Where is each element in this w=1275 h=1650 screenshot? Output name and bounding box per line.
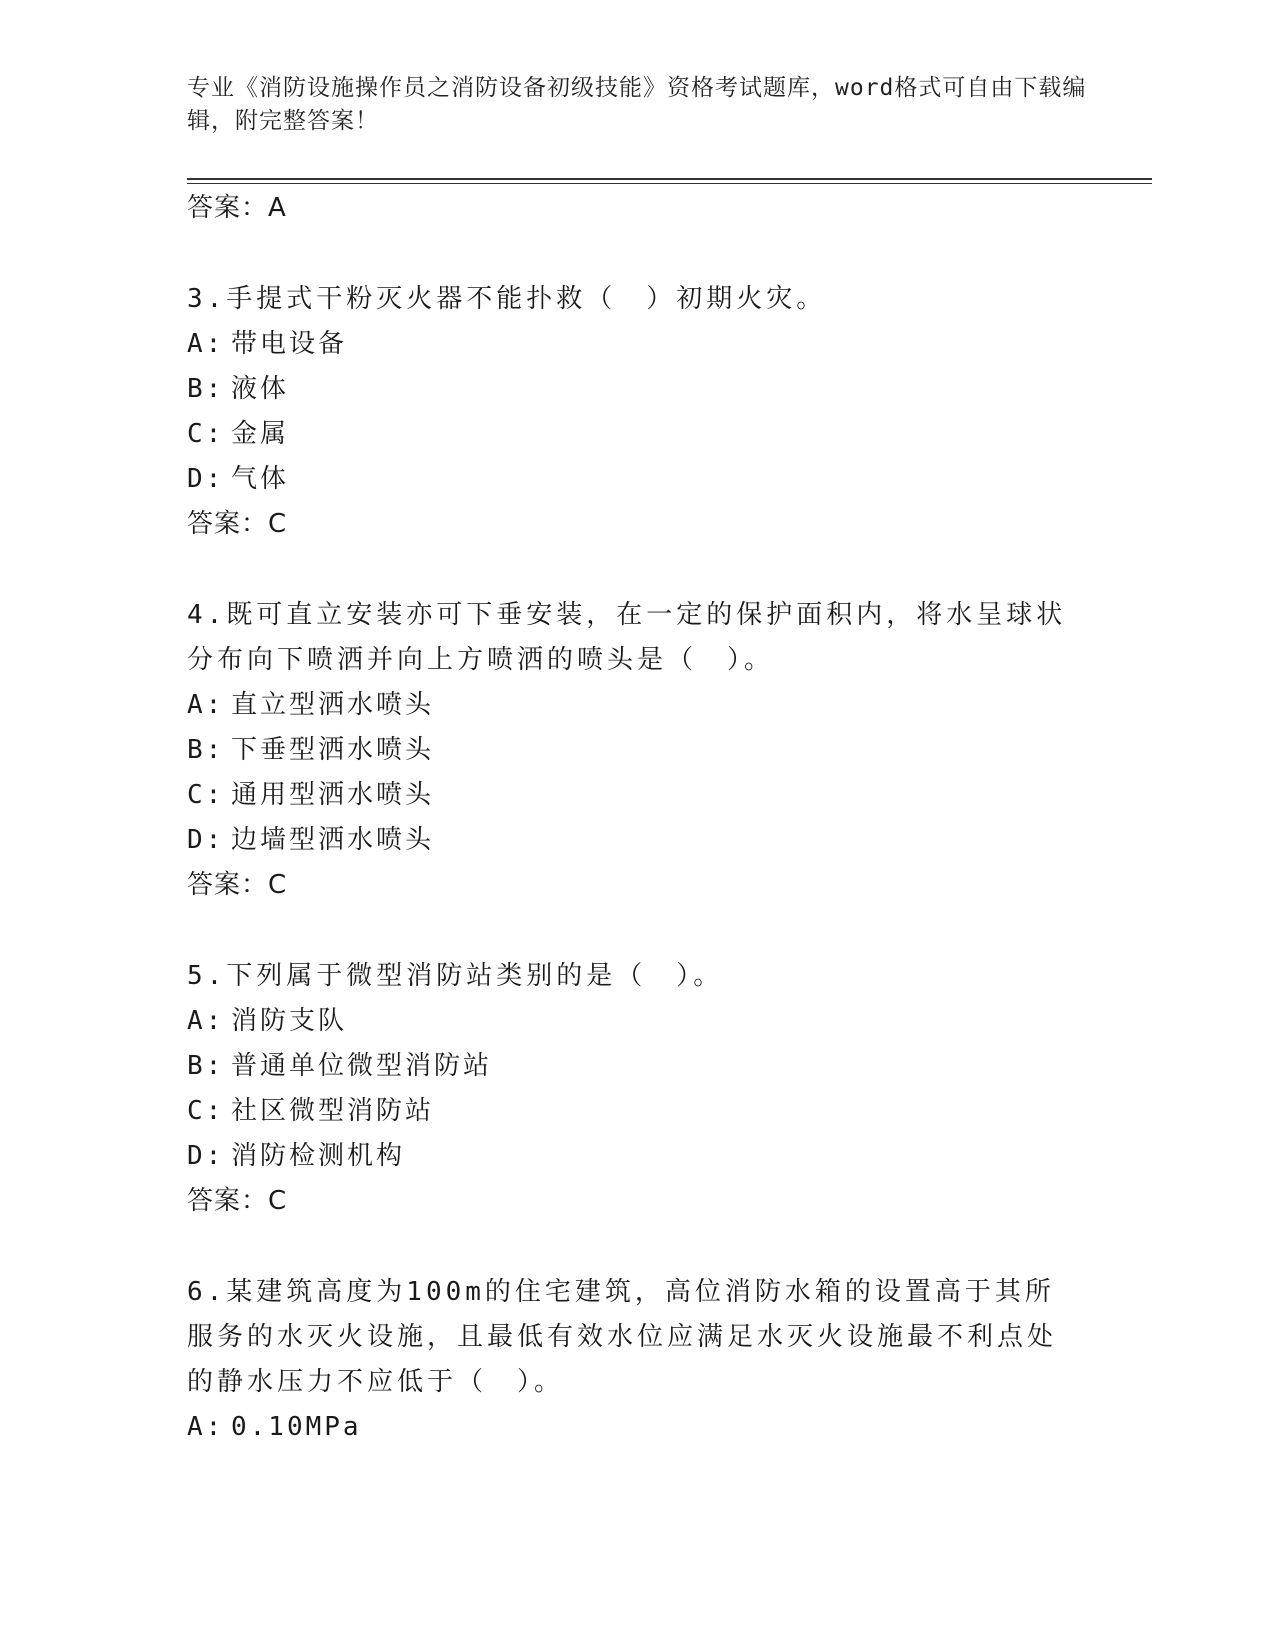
option-d [187, 457, 1087, 502]
option-a [187, 1405, 1087, 1450]
option-a [187, 999, 1087, 1044]
question-block [187, 1270, 1087, 1450]
option-label: B: [187, 735, 225, 765]
option-label: B: [187, 374, 225, 404]
option-label: A: [187, 1412, 225, 1442]
option-text: 普通单位微型消防站 [231, 1051, 493, 1081]
option-label: C: [187, 1096, 225, 1126]
question-stem: 6.某建筑高度为100m的住宅建筑，高位消防水箱的设置高于其所服务的水灭火设施，且最低有效水位应满足水灭火设施最不利点处的静水压力不应低于（ ）。 [187, 1277, 1058, 1397]
option-text: 0.10MPa [231, 1412, 362, 1442]
option-c [187, 773, 1087, 818]
option-text: 液体 [231, 374, 290, 404]
answer-line: 答案：C [187, 509, 288, 539]
question-block [187, 593, 1087, 908]
option-label: C: [187, 780, 225, 810]
option-label: A: [187, 329, 225, 359]
option-text: 消防支队 [231, 1006, 348, 1036]
question-stem: 4.既可直立安装亦可下垂安装，在一定的保护面积内，将水呈球状分布向下喷洒并向上方喷洒的喷头是（ ）。 [187, 600, 1067, 675]
option-a [187, 322, 1087, 367]
question-stem: 5.下列属于微型消防站类别的是（ ）。 [187, 961, 724, 991]
option-b [187, 367, 1087, 412]
option-text: 带电设备 [231, 329, 348, 359]
option-c [187, 1089, 1087, 1134]
option-label: A: [187, 690, 225, 720]
option-label: D: [187, 1141, 225, 1171]
option-text: 边墙型洒水喷头 [231, 825, 435, 855]
option-text: 社区微型消防站 [231, 1096, 435, 1126]
header-text: 专业《消防设施操作员之消防设备初级技能》资格考试题库，word格式可自由下载编辑，附完整答案！ [187, 75, 1087, 134]
option-label: B: [187, 1051, 225, 1081]
answer-line: 答案：C [187, 1186, 288, 1216]
option-label: A: [187, 1006, 225, 1036]
option-text: 通用型洒水喷头 [231, 780, 435, 810]
option-text: 气体 [231, 464, 290, 494]
page-header [187, 72, 1087, 138]
option-text: 直立型洒水喷头 [231, 690, 435, 720]
answer-line: 答案：C [187, 870, 288, 900]
header-rule-thick [187, 178, 1152, 180]
header-rule-thin [187, 183, 1152, 184]
question-stem: 3.手提式干粉灭火器不能扑救（ ）初期火灾。 [187, 284, 827, 314]
option-c [187, 412, 1087, 457]
answer-line: 答案：A [187, 193, 287, 223]
question-block [187, 277, 1087, 547]
option-b [187, 728, 1087, 773]
option-label: C: [187, 419, 225, 449]
option-text: 消防检测机构 [231, 1141, 406, 1171]
option-d [187, 818, 1087, 863]
option-label: D: [187, 464, 225, 494]
option-d [187, 1134, 1087, 1179]
option-label: D: [187, 825, 225, 855]
option-a [187, 683, 1087, 728]
option-text: 下垂型洒水喷头 [231, 735, 435, 765]
option-b [187, 1044, 1087, 1089]
question-block [187, 954, 1087, 1224]
option-text: 金属 [231, 419, 290, 449]
question-list [187, 186, 1087, 1450]
